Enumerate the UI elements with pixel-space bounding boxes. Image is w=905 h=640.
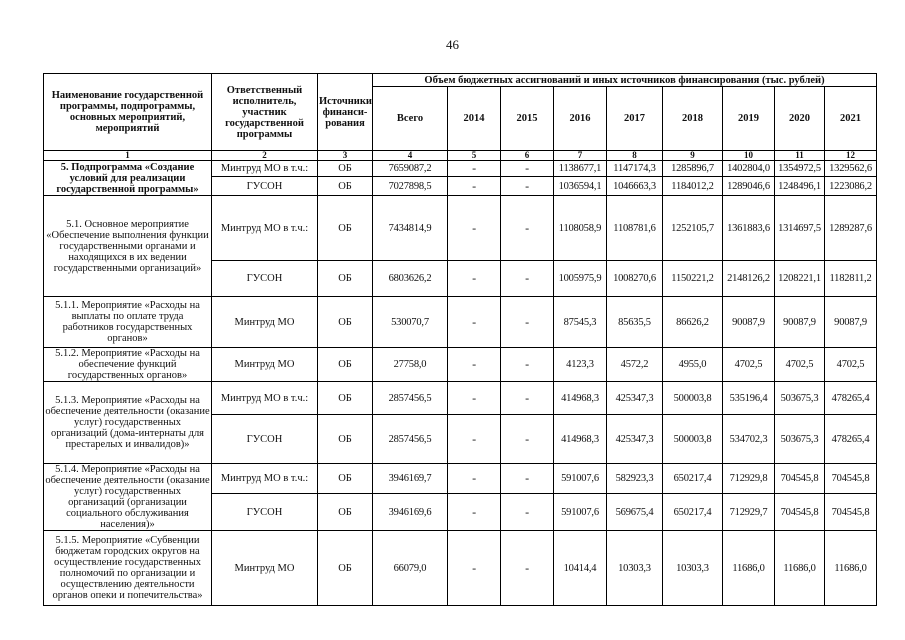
row-value: 86626,2 <box>663 297 723 348</box>
row-value: 2857456,5 <box>373 415 448 464</box>
row-name: 5.1.4. Мероприятие «Расходы на обеспечение деятельности (оказание услуг) государственных организаций (организации социального обслуживания населения)» <box>45 464 210 530</box>
row-value: 3946169,7 <box>373 464 448 494</box>
header-year: 2014 <box>448 87 501 151</box>
header-year: 2020 <box>775 87 825 151</box>
row-value: - <box>448 261 501 297</box>
row-value: 530070,7 <box>373 297 448 348</box>
column-number: 6 <box>501 151 554 161</box>
row-value: - <box>501 415 554 464</box>
row-value: 414968,3 <box>554 382 607 415</box>
header-year: 2018 <box>663 87 723 151</box>
row-value: 1046663,3 <box>607 177 663 196</box>
header-name: Наименование государственной программы, подпрограммы, основных мероприятий, мероприятий <box>44 74 212 151</box>
table-row <box>44 531 877 606</box>
header-group-title: Объем бюджетных ассигнований и иных источников финансирования (тыс. рублей) <box>373 74 877 87</box>
row-value: 478265,4 <box>825 382 877 415</box>
row-value: 500003,8 <box>663 415 723 464</box>
column-number: 5 <box>448 151 501 161</box>
row-value: 1289287,6 <box>825 196 877 261</box>
table-row <box>44 161 877 177</box>
row-value: - <box>501 382 554 415</box>
row-name: 5.1.1. Мероприятие «Расходы на выплаты по оплате труда работников государственных органов» <box>44 297 212 348</box>
column-number: 1 <box>44 151 212 161</box>
row-value: 4955,0 <box>663 348 723 382</box>
table-row <box>44 464 877 494</box>
row-value: 4702,5 <box>825 348 877 382</box>
header-year: 2015 <box>501 87 554 151</box>
column-number: 12 <box>825 151 877 161</box>
row-value: 425347,3 <box>607 382 663 415</box>
table-row <box>44 348 877 382</box>
row-value: 66079,0 <box>373 531 448 606</box>
row-value: 4702,5 <box>775 348 825 382</box>
row-value: 11686,0 <box>825 531 877 606</box>
row-value: 1252105,7 <box>663 196 723 261</box>
row-value: 478265,4 <box>825 415 877 464</box>
row-value: - <box>448 297 501 348</box>
row-value: 535196,4 <box>723 382 775 415</box>
row-value: 85635,5 <box>607 297 663 348</box>
row-value: - <box>501 177 554 196</box>
row-value: 90087,9 <box>775 297 825 348</box>
row-source: ОБ <box>318 196 373 261</box>
row-value: 712929,8 <box>723 464 775 494</box>
row-name: 5.1.5. Мероприятие «Субвенции бюджетам городских округов на осуществление государственных полномочий по организации и осуществлению деятельности органов опеки и попечительства» <box>44 531 212 606</box>
column-number: 8 <box>607 151 663 161</box>
row-value: 1361883,6 <box>723 196 775 261</box>
row-value: 1184012,2 <box>663 177 723 196</box>
row-value: - <box>448 415 501 464</box>
row-value: 4702,5 <box>723 348 775 382</box>
row-value: - <box>448 382 501 415</box>
row-source: ОБ <box>318 261 373 297</box>
column-number: 4 <box>373 151 448 161</box>
row-executor: Минтруд МО в т.ч.: <box>212 382 318 415</box>
row-value: 1108781,6 <box>607 196 663 261</box>
row-value: - <box>448 348 501 382</box>
row-source: ОБ <box>318 177 373 196</box>
row-value: 1285896,7 <box>663 161 723 177</box>
row-value: - <box>501 531 554 606</box>
row-value: 2857456,5 <box>373 382 448 415</box>
row-value: 704545,8 <box>775 494 825 531</box>
row-source: ОБ <box>318 297 373 348</box>
row-value: - <box>448 196 501 261</box>
row-name: 5.1.2. Мероприятие «Расходы на обеспечение функций государственных органов» <box>44 348 212 382</box>
row-value: 650217,4 <box>663 464 723 494</box>
row-value: 7027898,5 <box>373 177 448 196</box>
row-executor: ГУСОН <box>212 261 318 297</box>
row-value: 1354972,5 <box>775 161 825 177</box>
table-row <box>44 297 877 348</box>
row-source: ОБ <box>318 382 373 415</box>
row-value: 591007,6 <box>554 464 607 494</box>
row-value: 7434814,9 <box>373 196 448 261</box>
row-value: 87545,3 <box>554 297 607 348</box>
row-value: 4123,3 <box>554 348 607 382</box>
row-value: 1008270,6 <box>607 261 663 297</box>
budget-table <box>43 73 877 606</box>
row-value: 1036594,1 <box>554 177 607 196</box>
row-source: ОБ <box>318 415 373 464</box>
row-value: 1314697,5 <box>775 196 825 261</box>
row-executor: Минтруд МО <box>212 348 318 382</box>
row-value: 1182811,2 <box>825 261 877 297</box>
row-executor: Минтруд МО в т.ч.: <box>212 161 318 177</box>
header-year: Всего <box>373 87 448 151</box>
row-value: 1402804,0 <box>723 161 775 177</box>
row-value: 1223086,2 <box>825 177 877 196</box>
row-executor: Минтруд МО в т.ч.: <box>212 196 318 261</box>
row-value: 704545,8 <box>825 464 877 494</box>
column-number: 2 <box>212 151 318 161</box>
row-name: 5. Подпрограмма «Создание условий для реализации государственной программы» <box>44 161 212 196</box>
header-year: 2021 <box>825 87 877 151</box>
row-value: 11686,0 <box>723 531 775 606</box>
row-value: 1329562,6 <box>825 161 877 177</box>
row-value: 27758,0 <box>373 348 448 382</box>
row-value: 704545,8 <box>775 464 825 494</box>
row-value: 1208221,1 <box>775 261 825 297</box>
header-executor: Ответственный исполнитель, участник государственной программы <box>212 74 318 151</box>
row-value: 500003,8 <box>663 382 723 415</box>
row-value: 1138677,1 <box>554 161 607 177</box>
row-value: 1150221,2 <box>663 261 723 297</box>
row-value: 6803626,2 <box>373 261 448 297</box>
row-value: 4572,2 <box>607 348 663 382</box>
row-value: 650217,4 <box>663 494 723 531</box>
row-value: 1289046,6 <box>723 177 775 196</box>
header-year: 2019 <box>723 87 775 151</box>
row-value: 1248496,1 <box>775 177 825 196</box>
row-value: - <box>448 464 501 494</box>
table-body <box>44 161 877 606</box>
row-value: - <box>448 494 501 531</box>
row-executor: Минтруд МО в т.ч.: <box>212 464 318 494</box>
row-value: 1147174,3 <box>607 161 663 177</box>
row-value: 3946169,6 <box>373 494 448 531</box>
header-source: Источники финанси-рования <box>318 74 373 151</box>
row-value: 90087,9 <box>723 297 775 348</box>
row-value: 1005975,9 <box>554 261 607 297</box>
row-executor: Минтруд МО <box>212 531 318 606</box>
row-value: 503675,3 <box>775 382 825 415</box>
page-number: 46 <box>446 37 459 52</box>
row-value: 582923,3 <box>607 464 663 494</box>
row-executor: ГУСОН <box>212 415 318 464</box>
header-year: 2016 <box>554 87 607 151</box>
row-executor: ГУСОН <box>212 494 318 531</box>
row-value: 7659087,2 <box>373 161 448 177</box>
row-value: - <box>448 161 501 177</box>
row-value: 569675,4 <box>607 494 663 531</box>
column-number: 7 <box>554 151 607 161</box>
row-value: 10303,3 <box>663 531 723 606</box>
row-value: 10303,3 <box>607 531 663 606</box>
row-value: 591007,6 <box>554 494 607 531</box>
row-value: 712929,7 <box>723 494 775 531</box>
row-value: 503675,3 <box>775 415 825 464</box>
row-source: ОБ <box>318 531 373 606</box>
column-number: 9 <box>663 151 723 161</box>
row-value: 90087,9 <box>825 297 877 348</box>
row-executor: Минтруд МО <box>212 297 318 348</box>
row-value: 1108058,9 <box>554 196 607 261</box>
table-row <box>44 382 877 415</box>
row-name: 5.1.3. Мероприятие «Расходы на обеспечение деятельности (оказание услуг) государственных организаций (дома-интернаты для престарелых и инвалидов)» <box>44 382 212 464</box>
row-value: - <box>501 494 554 531</box>
row-value: - <box>448 531 501 606</box>
row-value: - <box>501 196 554 261</box>
row-source: ОБ <box>318 494 373 531</box>
row-value: 704545,8 <box>825 494 877 531</box>
column-number: 3 <box>318 151 373 161</box>
table-row <box>44 196 877 261</box>
row-value: 534702,3 <box>723 415 775 464</box>
row-value: 414968,3 <box>554 415 607 464</box>
row-executor: ГУСОН <box>212 177 318 196</box>
row-source: ОБ <box>318 161 373 177</box>
row-value: - <box>501 464 554 494</box>
row-value: 2148126,2 <box>723 261 775 297</box>
row-value: 10414,4 <box>554 531 607 606</box>
row-value: - <box>501 261 554 297</box>
row-value: - <box>448 177 501 196</box>
column-number: 11 <box>775 151 825 161</box>
header-year: 2017 <box>607 87 663 151</box>
row-value: 11686,0 <box>775 531 825 606</box>
row-name: 5.1. Основное мероприятие «Обеспечение выполнения функции государственными органами и находящихся в их ведении государственными организаций» <box>44 196 212 297</box>
column-number: 10 <box>723 151 775 161</box>
row-value: - <box>501 348 554 382</box>
row-value: - <box>501 297 554 348</box>
row-source: ОБ <box>318 464 373 494</box>
row-value: - <box>501 161 554 177</box>
row-value: 425347,3 <box>607 415 663 464</box>
row-source: ОБ <box>318 348 373 382</box>
